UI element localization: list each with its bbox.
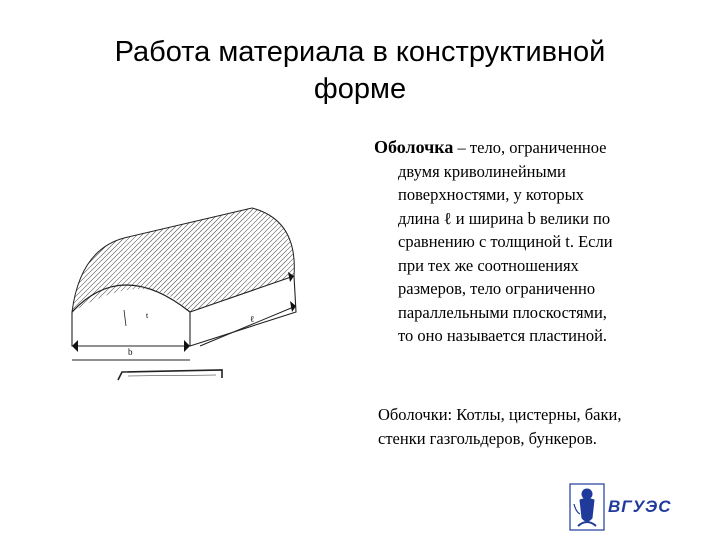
roof-hatch-line	[62, 200, 157, 320]
roof-hatch-line	[332, 200, 334, 320]
figure-label-thickness: t	[146, 311, 149, 320]
roof-hatch-line	[307, 200, 334, 320]
roof-hatch-line	[312, 200, 334, 320]
length-dimension	[200, 306, 296, 346]
roof-hatch-line	[227, 200, 334, 320]
roof-hatch-line	[72, 200, 192, 320]
roof-hatch-line	[292, 200, 334, 320]
roof-hatch-line	[82, 200, 202, 320]
roof-hatch-line	[217, 200, 334, 320]
roof-hatch-line	[147, 200, 267, 320]
figure-label-width: b	[128, 347, 133, 357]
roof-hatch-line	[62, 200, 167, 320]
roof-hatch-line	[152, 200, 272, 320]
roof-hatch-line	[132, 200, 252, 320]
roof-hatch-line	[187, 200, 307, 320]
roof-hatch-line	[87, 200, 207, 320]
roof-hatch-line	[182, 200, 302, 320]
examples-line-2: стенки газгольдеров, бункеров.	[378, 428, 597, 448]
figure-label-length: ℓ	[250, 314, 255, 324]
roof-hatch-line	[112, 200, 232, 320]
roof-hatch-line	[277, 200, 334, 320]
roof-hatch-line	[237, 200, 334, 320]
roof-hatch-line	[317, 200, 334, 320]
definition-line-2: двумя криволинейными	[398, 161, 566, 181]
roof-hatch-line	[102, 200, 222, 320]
roof-back-edge	[252, 208, 294, 276]
definition-line-5: сравнению с толщиной t. Если	[398, 232, 613, 251]
roof-hatch-line	[142, 200, 262, 320]
examples-line-1: Оболочки: Котлы, цистерны, баки,	[378, 405, 622, 424]
definition-line-8: параллельными плоскостями,	[398, 302, 607, 322]
shell-examples	[378, 403, 698, 450]
roof-hatch-line	[92, 200, 212, 320]
definition-line-4: длина ℓ и ширина b велики по	[398, 208, 611, 228]
logo-text: ВГУЭС	[608, 497, 672, 516]
roof-hatch-line	[322, 200, 334, 320]
roof-hatch-line	[197, 200, 317, 320]
definition-line-1	[374, 136, 694, 160]
slide-title	[40, 34, 680, 108]
roof-hatch-line	[97, 200, 217, 320]
slide-title-line-2: форме	[313, 73, 407, 105]
roof-hatch-line	[302, 200, 334, 320]
definition-line-6: при тех же соотношениях	[398, 255, 579, 275]
definition-line-9: то оно называется пластиной.	[398, 326, 608, 345]
roof-hatch-line	[272, 200, 334, 320]
roof-hatch-line	[67, 200, 187, 320]
roof-hatch-line	[137, 200, 257, 320]
shell-diagram	[62, 200, 334, 390]
roof-hatch-line	[177, 200, 297, 320]
roof-hatch-line	[62, 200, 182, 320]
roof-hatch-line	[207, 200, 327, 320]
definition-line-7: размеров, тело ограниченно	[398, 279, 596, 298]
roof-hatch-line	[162, 200, 282, 320]
roof-hatch-line	[127, 200, 247, 320]
shell-definition	[374, 136, 694, 348]
roof-hatch-line	[122, 200, 242, 320]
roof-hatch-line	[167, 200, 287, 320]
slide-title-line-1: Работа материала в конструктивной	[114, 36, 606, 68]
roof-hatch-line	[62, 200, 177, 320]
roof-hatch-line	[77, 200, 197, 320]
roof-hatch-line	[327, 200, 334, 320]
roof-hatch-line	[212, 200, 332, 320]
front-arch	[72, 285, 190, 312]
definition-line-3: поверхностями, у которых	[398, 185, 584, 204]
roof-hatch-line	[297, 200, 334, 320]
roof-hatch-line	[282, 200, 334, 320]
definition-term: Оболочка	[374, 137, 454, 157]
roof-hatch-line	[242, 200, 334, 320]
definition-line-1-text: – тело, ограниченное	[453, 138, 607, 157]
